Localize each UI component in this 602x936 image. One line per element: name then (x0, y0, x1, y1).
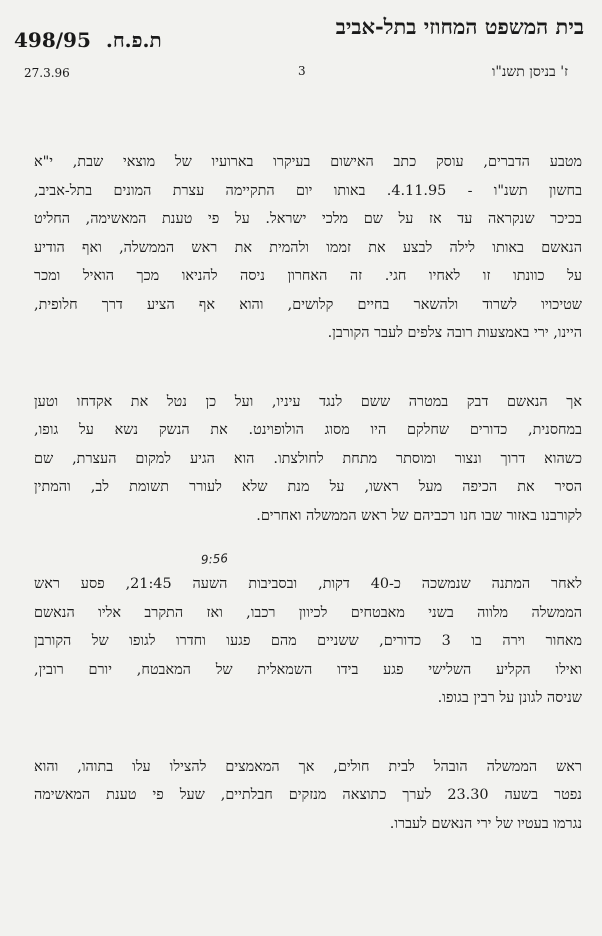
text-line: היינו, ירי באמצעות רובה צלפים לעבר הקורבן. (327, 325, 582, 341)
document-body (34, 148, 582, 878)
text-line: לאחר המתנה שנמשכה כ-40 דקות, ובסביבות השעה 21:45, פסע ראש (34, 576, 582, 592)
paragraph-4 (34, 753, 582, 839)
text-line: שניסה לגונן על רבין בגופו. (437, 690, 582, 706)
text-line: מטבע הדברים, עוסק כתב האישום בעיקרו בארועיו של מוצאי שבת, י"א (34, 154, 582, 170)
text-line: הנאשם באותו לילה לבצע את זממו ולהמית את ראש הממשלה, ואף הודיע (34, 239, 582, 256)
text-line: על כוונתו זו לאחיו חגי. זה האחרון ניסה להניאו מכך הואיל ומכר (34, 268, 582, 284)
text-line: כשהוא דרוך ונצור ומוסתר מתחת לחולצתו. הוא הגיע למקום העצרת, שם (34, 450, 582, 467)
text-line: לקורבנו באזור שבו חנו רכביהם של ראש הממשלה ואחרים. (256, 507, 582, 524)
text-line: שטיכויו לשרוד ולהשאר בחיים קלושים, והוא אף הציע דרך חלופית, (34, 296, 582, 313)
case-number-value: 498/95 (14, 28, 91, 52)
text-line: נגרמו בעטיו של ירי הנאשם לעברו. (389, 815, 582, 832)
text-line: ואילו הקליע השלישי פגע בידו השמאלית של המאבטח, יורם רובין, (34, 661, 582, 678)
handwritten-note: 9:56 (200, 551, 229, 567)
text-line: ראש הממשלה הובהל לבית חולים, אך המאמצים להצילו עלו בתוהו, והוא (34, 758, 582, 775)
text-line: אך הנאשם דבק במטרה ששם לנגד עיניו, ועל כן נטל את אקדחו וטען (34, 393, 582, 410)
text-line: נפטר בשעה 23.30 לערך כתוצאה מנזקים חבלתיים, שעל פי טענת המאשימה (34, 787, 582, 803)
paragraph-1 (34, 148, 582, 348)
paragraph-3 (34, 551, 583, 713)
court-name: בית המשפט המחוזי בתל-אביב (335, 14, 584, 39)
text-line: הסיר את הכיפה מעל ראשו, על מנת שלא לעורר תשומת לב, והמתין (34, 479, 582, 495)
text-line: הממשלה מלווה בשני מאבטחים לכיוון רכבו, ואז התקרב אליו הנאשם (34, 604, 582, 621)
text-line: בחשון תשנ"ו - 4.11.95. באותו יום התקיימה עצרת המונים בתל-אביב, (34, 182, 583, 199)
paragraph-2 (34, 388, 582, 531)
text-line: בכיכר שנקראה עד אז על שם מלכי ישראל. על פי טענת המאשימה, החליט (34, 211, 582, 227)
case-prefix: ת.פ.ח. (105, 28, 162, 52)
date-hebrew: ז' בניסן תשנ"ו (491, 64, 568, 80)
date-gregorian: 27.3.96 (24, 66, 70, 80)
page-number: 3 (298, 64, 306, 78)
case-number (14, 28, 162, 53)
text-line: מאחור וירה בו 3 כדורים, ששניים מהם פגעו וחדרו לגופו של הקורבן (34, 633, 583, 649)
text-line: במחסנית, כדורים שחלקם היו מסוג הולופוינט. את הנשק נשא על גופו, (34, 422, 582, 438)
